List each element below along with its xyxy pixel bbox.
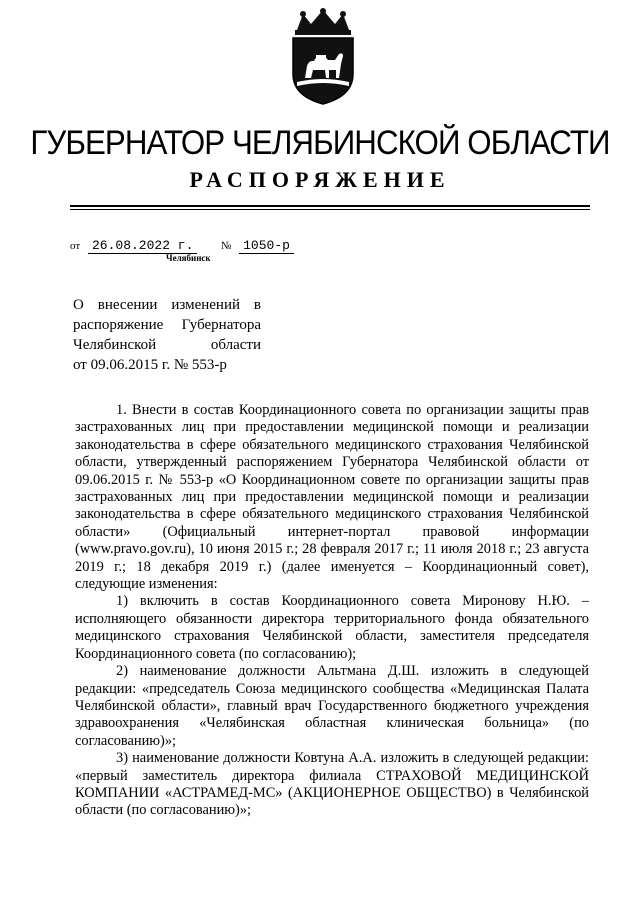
issuer-title: ГУБЕРНАТОР ЧЕЛЯБИНСКОЙ ОБЛАСТИ: [30, 124, 610, 162]
body-paragraph: 2) наименование должности Альтмана Д.Ш. изложить в следующей редакции: «председатель Союза медицинского сообщества «Медицинская Палата Челябинской области», главный врач Государственного бюджетного учреждения здравоохранения «Челябинская областная клиническая больница» (по согласованию)»;: [75, 663, 589, 749]
header-divider-thin: [70, 209, 590, 210]
city-name: Челябинск: [166, 253, 211, 263]
document-date: 26.08.2022 г.: [88, 238, 197, 254]
number-prefix: №: [220, 240, 232, 252]
subject-line: О внесении изменений в: [73, 297, 261, 313]
document-type: РАСПОРЯЖЕНИЕ: [189, 167, 451, 192]
document-body: [75, 402, 589, 820]
header-divider-thick: [70, 205, 590, 207]
document-number: 1050-р: [239, 238, 294, 254]
body-paragraph: 3) наименование должности Ковтуна А.А. изложить в следующей редакции: «первый заместитель директора филиала СТРАХОВОЙ МЕДИЦИНСКОЙ КОМПАНИИ «АСТРАМЕД-МС» (АКЦИОНЕРНОЕ ОБЩЕСТВО) в Челябинской области (по согласованию)»;: [75, 750, 589, 819]
document-meta: [70, 238, 294, 253]
subject-line: от 09.06.2015 г. № 553-р: [73, 357, 227, 373]
coat-of-arms-emblem: [283, 8, 363, 106]
subject-line: распоряжение Губернатора: [73, 317, 261, 333]
date-prefix: от: [70, 240, 81, 252]
subject-line: Челябинской области: [73, 337, 261, 353]
body-paragraph: 1) включить в состав Координационного совета Миронову Н.Ю. – исполняющего обязанности директора территориального фонда обязательного медицинского страхования Челябинской области, заместителя председателя Координационного совета (по согласованию);: [75, 593, 589, 662]
body-paragraph: 1. Внести в состав Координационного совета по организации защиты прав застрахованных лиц при предоставлении медицинской помощи и реализации законодательства в сфере обязательного медицинского страхования Челябинской области, утвержденный распоряжением Губернатора Челябинской области от 09.06.2015 г. № 553-р «О Координационном совете по организации защиты прав застрахованных лиц при предоставлении медицинской помощи и реализации законодательства в сфере обязательного медицинского страхования Челябинской области» (Официальный интернет-портал правовой информации (www.pravo.gov.ru), 10 июня 2015 г.; 28 февраля 2017 г.; 11 июля 2018 г.; 23 августа 2019 г.; 18 декабря 2019 г.) (далее именуется – Координационный совет), следующие изменения:: [75, 402, 589, 593]
document-subject: [73, 295, 261, 375]
